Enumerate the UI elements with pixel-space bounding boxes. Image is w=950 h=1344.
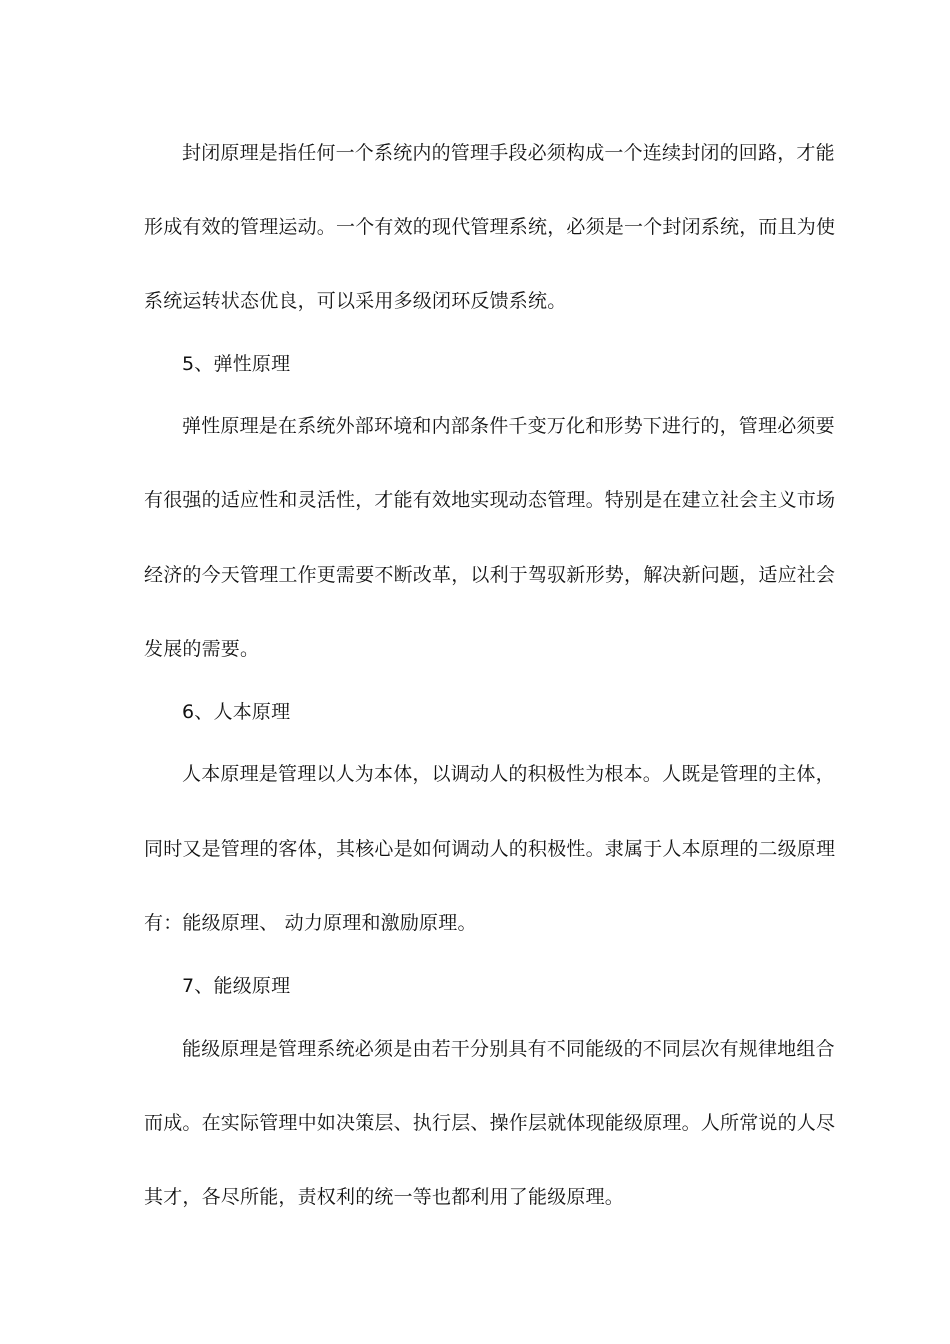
- paragraph-line: 人本原理是管理以人为本体，以调动人的积极性为根本。人既是管理的主体，: [182, 763, 835, 785]
- paragraph-line: 同时又是管理的客体，其核心是如何调动人的积极性。隶属于人本原理的二级原理: [144, 838, 836, 860]
- paragraph-line: 经济的今天管理工作更需要不断改革，以利于驾驭新形势，解决新问题，适应社会: [144, 564, 836, 586]
- paragraph-line: 能级原理是管理系统必须是由若干分别具有不同能级的不同层次有规律地组合: [182, 1038, 835, 1060]
- paragraph-line: 有很强的适应性和灵活性，才能有效地实现动态管理。特别是在建立社会主义市场: [144, 489, 836, 511]
- paragraph-line: 系统运转状态优良，可以采用多级闭环反馈系统。: [144, 290, 567, 312]
- paragraph-line: 形成有效的管理运动。一个有效的现代管理系统，必须是一个封闭系统，而且为使: [144, 216, 836, 238]
- paragraph-line: 弹性原理是在系统外部环境和内部条件千变万化和形势下进行的，管理必须要: [182, 415, 835, 437]
- section-heading: 5、弹性原理: [182, 353, 291, 375]
- paragraph-line: 发展的需要。: [144, 638, 260, 660]
- paragraph-line: 封闭原理是指任何一个系统内的管理手段必须构成一个连续封闭的回路，才能: [182, 142, 835, 164]
- section-heading: 7、能级原理: [182, 975, 291, 997]
- paragraph-line: 有：能级原理、 动力原理和激励原理。: [144, 912, 477, 934]
- paragraph-line: 其才，各尽所能，责权利的统一等也都利用了能级原理。: [144, 1186, 625, 1208]
- paragraph-line: 而成。在实际管理中如决策层、执行层、操作层就体现能级原理。人所常说的人尽: [144, 1112, 836, 1134]
- section-heading: 6、人本原理: [182, 701, 291, 723]
